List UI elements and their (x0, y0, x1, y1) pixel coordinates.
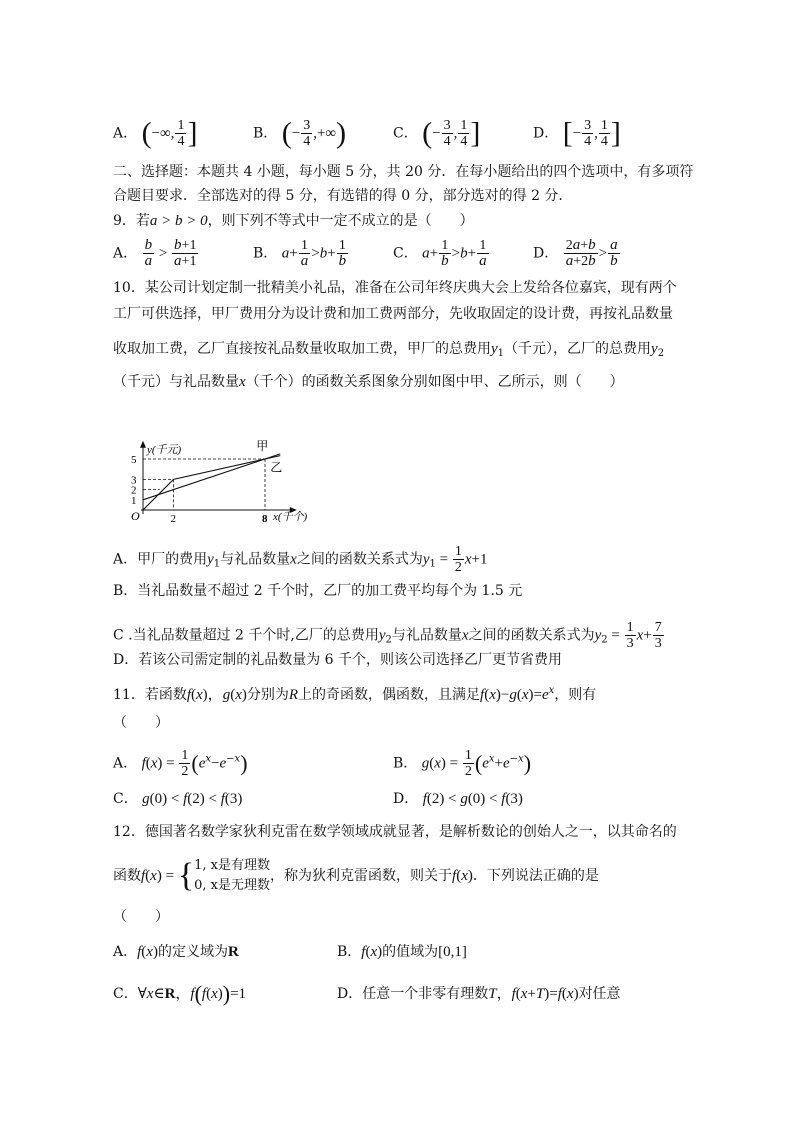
q9-option-c: C． a+ $\frac{1}{b}$ >b+ $\frac{1}{a}$ (393, 238, 487, 269)
q10-option-a: A．甲厂的费用$y_1$与礼品数量x之间的函数关系式为$y_1$ = $\frac{1}{2}$ x+1 (113, 544, 488, 575)
x-axis-label: x(千个) (273, 511, 308, 523)
q9-option-a: A． $\frac{b}{a}$ > $\frac{b+1}{a+1}$ (113, 237, 197, 269)
q10-cost-chart (113, 396, 333, 532)
q8-option-c: C． (− $\frac{3}{4}$ , $\frac{1}{4}$ ] (393, 116, 481, 150)
q12-option-a: A．f(x)的定义域为R (113, 944, 239, 960)
section2-line1: 二、选择题：本题共 4 小题，每小题 5 分，共 20 分．在每小题给出的四个选项中，有多项符 (113, 164, 694, 180)
q10-option-c: C .当礼品数量超过 2 千个时,乙厂的总费用$y_2$与礼品数量x之间的函数关系式为$y_2$ = $\frac{1}{3}$ x+ $\frac{7}{3}$ (113, 620, 662, 651)
q11-option-b: B． g(x) = $\frac{1}{2}$ $(e^x+e^{-x})$ (393, 748, 532, 779)
q11-option-a: A． f(x) = $\frac{1}{2}$ $(e^x-e^{-x})$ (113, 748, 248, 779)
q8-option-a: A． (−∞, $\frac{1}{4}$ ] (113, 116, 198, 150)
q11-paren: （ ） (113, 715, 169, 731)
q10-line4: （千元）与礼品数量x（千个）的函数关系图象分别如图中甲、乙所示，则（ ） (113, 374, 624, 390)
y-tick-label: 3 (131, 474, 137, 487)
y-tick-label: 5 (131, 454, 137, 466)
y-tick-label: 2 (131, 484, 137, 497)
q9-stem: 9．若a > b > 0，则下列不等式中一定不成立的是（ ） (113, 213, 474, 229)
q12-option-d: D．任意一个非零有理数T，f(x+T)=f(x)对任意 (337, 986, 621, 1002)
y-axis-label: y(千元) (147, 443, 182, 456)
q11-option-d: D． f(2) < g(0) < f(3) (393, 791, 523, 807)
q11-option-c: C． g(0) < f(2) < f(3) (113, 791, 243, 807)
q11-stem: 11．若函数f(x)，g(x)分别为R上的奇函数，偶函数，且满足$f(x)-g(x)=e^x$，则有 (113, 685, 597, 703)
series-label-jia: 甲 (256, 438, 269, 453)
q12-paren: （ ） (113, 909, 169, 925)
q9-option-b: B． a+ $\frac{1}{a}$ >b+ $\frac{1}{b}$ (253, 238, 347, 269)
q10-option-d: D．若该公司需定制的礼品数量为 6 千个，则该公司选择乙厂更节省费用 (113, 652, 563, 668)
q10-line1: 10．某公司计划定制一批精美小礼品，准备在公司年终庆典大会上发给各位嘉宾，现有两个 (113, 280, 677, 296)
x-tick-label: 8 (262, 513, 268, 525)
series-line-jia (143, 454, 283, 500)
series-label-yi: 乙 (270, 460, 283, 475)
y-axis-arrow (140, 441, 146, 448)
q10-option-b: B．当礼品数量不超过 2 千个时，乙厂的加工费平均每个为 1.5 元 (113, 583, 523, 599)
section2-line2: 合题目要求．全部选对的得 5 分，有选错的得 0 分，部分选对的得 2 分． (113, 188, 573, 204)
q12-line1: 12．德国著名数学家狄利克雷在数学领域成就显著，是解析数论的创始人之一，以其命名的 (113, 824, 677, 840)
q9-option-d: D． $\frac{2a+b}{a+2b}$ > $\frac{a}{b}$ (533, 237, 618, 269)
q8-option-b: B． (− $\frac{3}{4}$ ,+∞) (253, 116, 347, 150)
series-line-yi (143, 456, 283, 510)
q12-function-def: 函数f(x) = { 1, x是有理数 0, x是无理数 ，称为狄利克雷函数，则关于f(x)．下列说法正确的是 (113, 857, 599, 894)
q10-line2: 工厂可供选择，甲厂费用分为设计费和加工费两部分，先收取固定的设计费，再按礼品数量 (113, 306, 673, 322)
q10-line3: 收取加工费，乙厂直接按礼品数量收取加工费，甲厂的总费用$y_1$（千元），乙厂的总费用$y_2$ (113, 341, 665, 359)
y-tick-label: 1 (131, 494, 137, 507)
q12-option-b: B．f(x)的值域为[0,1] (337, 944, 467, 960)
q12-option-c: C．∀x∈R，f(f(x))=1 (113, 981, 247, 1006)
origin-label: O (131, 509, 140, 523)
q8-option-d: D． [− $\frac{3}{4}$ , $\frac{1}{4}$ ] (533, 116, 621, 150)
x-tick-label: 2 (170, 513, 176, 525)
